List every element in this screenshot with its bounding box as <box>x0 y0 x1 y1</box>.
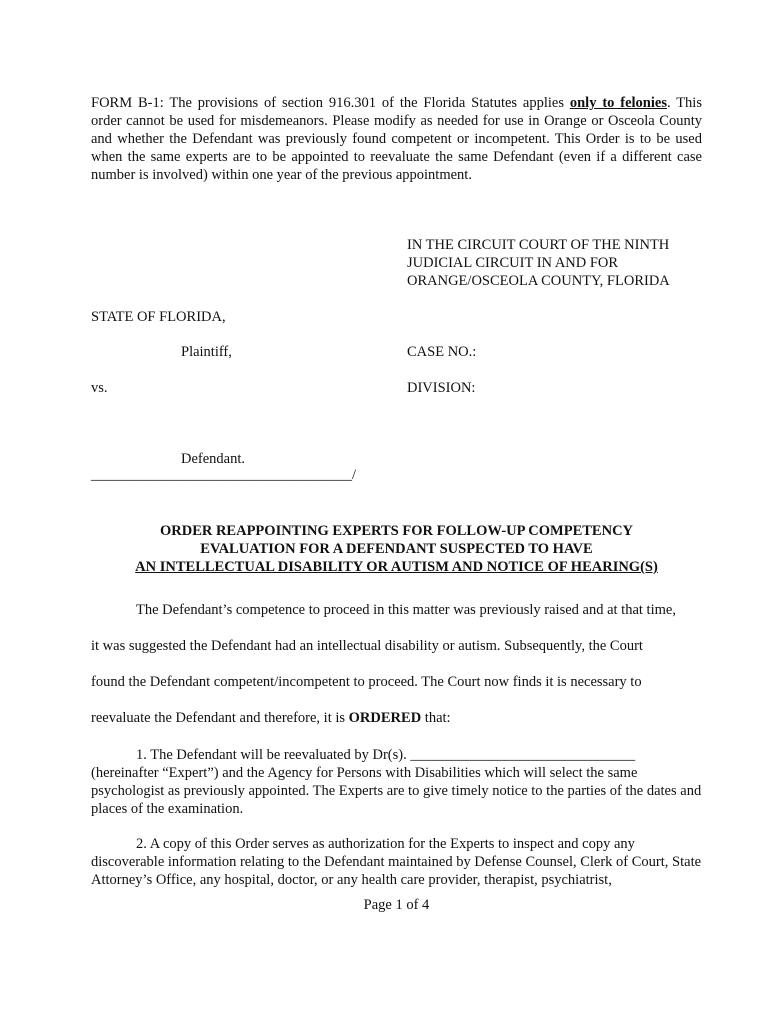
body-line-4 <box>91 710 451 727</box>
court-line-3: ORANGE/OSCEOLA COUNTY, FLORIDA <box>407 273 670 289</box>
state-label: STATE OF FLORIDA, <box>91 309 226 325</box>
division-label: DIVISION: <box>407 380 476 396</box>
versus-label: vs. <box>91 380 108 396</box>
caption-rule: ____________________________________/ <box>91 467 357 483</box>
order-title-line-3: AN INTELLECTUAL DISABILITY OR AUTISM AND NOTICE OF HEARING(S) <box>135 559 658 575</box>
form-note <box>91 94 702 184</box>
ordered-emphasis: ORDERED <box>348 710 422 726</box>
case-number-label: CASE NO.: <box>407 344 477 360</box>
order-item-2-text: discoverable information relating to the Defendant maintained by Defense Counsel, Clerk of Court, State Attorney’s Office, any hospital, doctor, or any health care provider, therapist, psychiatrist, <box>91 854 702 888</box>
order-item-1-lead: 1. The Defendant will be reevaluated by Dr(s). _______________________________ <box>136 747 636 763</box>
page-number: Page 1 of 4 <box>363 897 430 913</box>
order-title <box>91 522 702 576</box>
defendant-label: Defendant. <box>181 451 246 467</box>
body-line-3: found the Defendant competent/incompetent to proceed. The Court now finds it is necessary to <box>91 674 642 690</box>
order-item-2 <box>91 835 702 889</box>
court-line-2: JUDICIAL CIRCUIT IN AND FOR <box>407 255 619 271</box>
order-item-1-text: (hereinafter “Expert”) and the Agency for Persons with Disabilities which will select the same psychologist as previously appointed. The Experts are to give timely notice to the parties of the dates and places of the examination. <box>91 765 702 817</box>
order-title-line-2: EVALUATION FOR A DEFENDANT SUSPECTED TO HAVE <box>200 541 593 557</box>
court-heading <box>407 236 670 290</box>
body-line-4-prefix: reevaluate the Defendant and therefore, it is <box>91 710 349 726</box>
order-item-2-lead: 2. A copy of this Order serves as authorization for the Experts to inspect and copy any <box>136 836 635 852</box>
form-note-emphasis: only to felonies <box>569 95 667 111</box>
order-title-line-1: ORDER REAPPOINTING EXPERTS FOR FOLLOW-UP COMPETENCY <box>159 523 634 539</box>
order-item-1 <box>91 746 702 818</box>
plaintiff-label: Plaintiff, <box>181 344 232 360</box>
body-line-4-suffix: that: <box>421 710 451 726</box>
court-line-1: IN THE CIRCUIT COURT OF THE NINTH <box>407 237 670 253</box>
body-line-1: The Defendant’s competence to proceed in this matter was previously raised and at that time, <box>136 602 676 618</box>
body-line-2: it was suggested the Defendant had an intellectual disability or autism. Subsequently, the Court <box>91 638 643 654</box>
form-note-suffix: . This order cannot be used for misdemeanors. Please modify as needed for use in Orange or Osceola County and whether the Defendant was previously found competent or incompetent. This Order is to be used when the same experts are to be appointed to reevaluate the same Defendant (even if a different case number is involved) within one year of the previous appointment. <box>91 95 702 183</box>
form-note-prefix: FORM B-1: The provisions of section 916.301 of the Florida Statutes applies <box>91 95 570 111</box>
